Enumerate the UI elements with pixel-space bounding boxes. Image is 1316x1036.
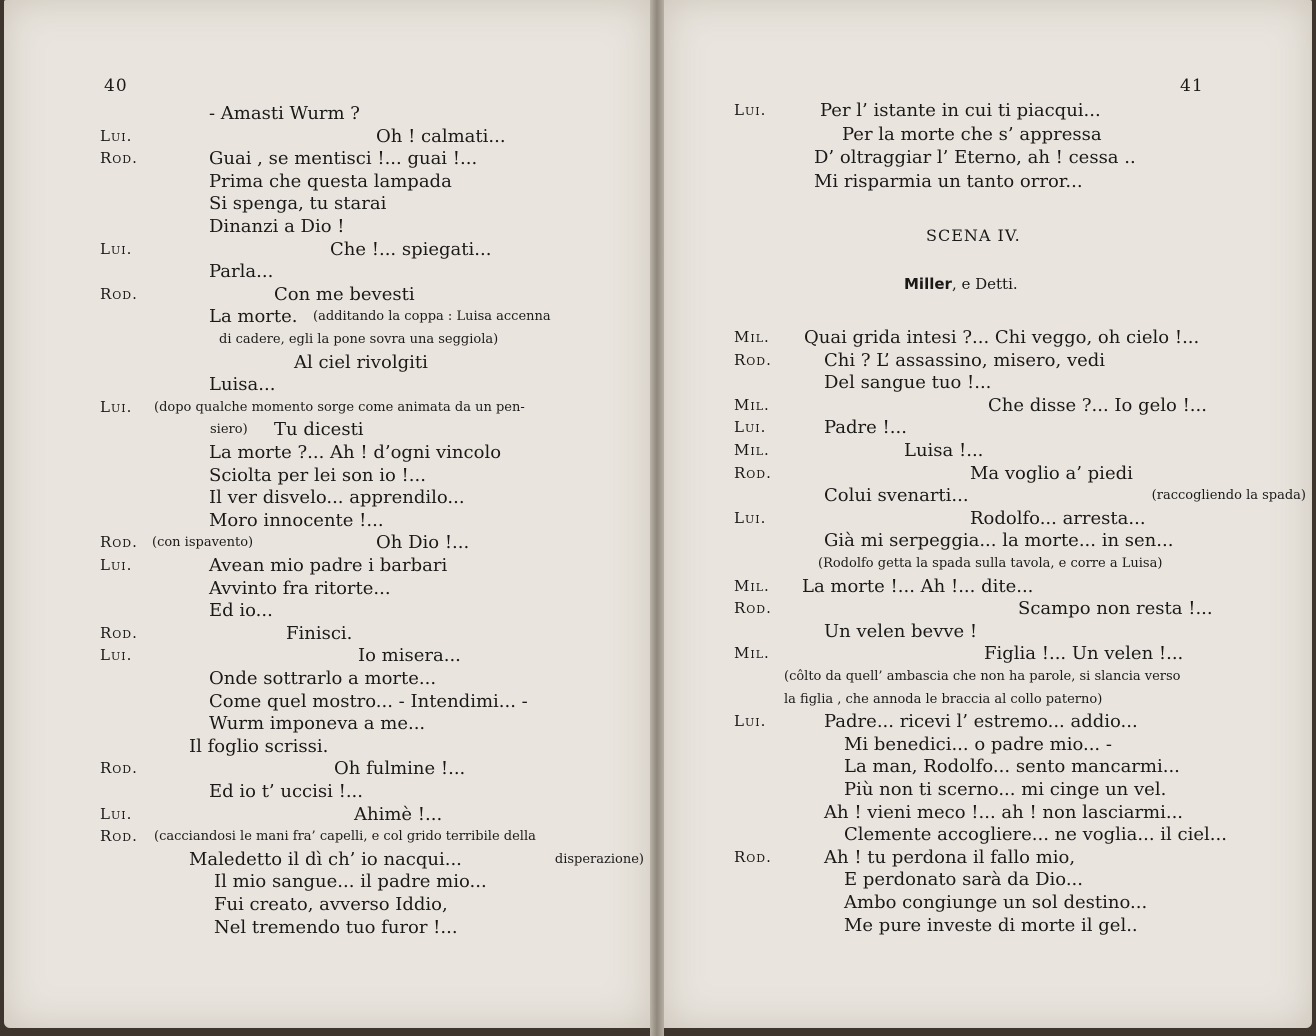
stage-direction: (additando la coppa : Luisa accenna (313, 309, 551, 325)
speaker-label: Rod. (100, 623, 138, 642)
speaker-label: Rod. (734, 599, 772, 618)
verse-text: Scampo non resta !... (1018, 598, 1213, 620)
verse-text: Onde sottrarlo a morte... (209, 668, 437, 689)
book-gutter (650, 0, 664, 1036)
verse-text: Ed io... (209, 600, 273, 622)
verse-text: Luisa !... (904, 440, 984, 461)
stage-direction: (dopo qualche momento sorge come animata da un pen- (154, 399, 525, 415)
verse-line (4, 848, 650, 871)
verse-line (4, 351, 650, 374)
verse-line (4, 712, 650, 735)
speaker-label: Rod. (100, 827, 138, 846)
verse-line (4, 418, 650, 441)
verse-line (664, 755, 1312, 778)
verse-text: Parla... (209, 261, 274, 283)
verse-line (664, 416, 1312, 439)
verse-line (664, 620, 1312, 643)
verse-text: Oh Dio !... (376, 532, 470, 554)
speaker-label: Lui. (734, 418, 767, 437)
verse-line (4, 125, 650, 148)
verse-text: Oh ! calmati... (376, 125, 506, 147)
speaker-label: Lui. (100, 556, 133, 574)
verse-line (4, 735, 650, 758)
verse-text: Wurm imponeva a me... (209, 713, 426, 735)
speaker-label: Rod. (100, 149, 138, 168)
verse-text: Quai grida intesi ?... Chi veggo, oh cielo !... (804, 327, 1200, 348)
verse-text: E perdonato sarà da Dio... (844, 869, 1083, 891)
verse-line (4, 396, 650, 419)
stage-direction: siero) (210, 422, 248, 438)
verse-text: Figlia !... Un velen !... (984, 643, 1184, 665)
speaker-label: Lui. (100, 397, 133, 416)
verse-line (4, 283, 650, 306)
speaker-label: Rod. (734, 847, 772, 866)
verse-line (664, 914, 1312, 937)
verse-text: Ah ! tu perdona il fallo mio, (824, 846, 1076, 868)
verse-text: Colui svenarti... (824, 485, 969, 507)
verse-line (664, 507, 1312, 530)
verse-line (4, 328, 650, 351)
verse-line (4, 644, 650, 667)
verse-text: Ah ! vieni meco !... ah ! non lasciarmi... (824, 801, 1184, 823)
verse-line (4, 170, 650, 193)
verse-text: Chi ? L’ assassino, misero, vedi (824, 349, 1106, 371)
verse-line (664, 891, 1312, 914)
verse-line (664, 597, 1312, 620)
verse-text: Per la morte che s’ appressa (842, 123, 1102, 145)
speaker-label: Lui. (100, 126, 133, 145)
stage-direction: (con ispavento) (152, 535, 254, 551)
speaker-label: Mil. (734, 395, 770, 414)
stage-direction: (Rodolfo getta la spada sulla tavola, e corre a Luisa) (818, 556, 1163, 571)
verse-line (4, 577, 650, 600)
verse-line (664, 823, 1312, 846)
verse-line (664, 371, 1312, 394)
cast-rest: , e Detti. (951, 275, 1018, 293)
verse-line (664, 575, 1312, 598)
page-number-left: 40 (104, 76, 128, 96)
verse-line (4, 192, 650, 215)
verse-line (4, 260, 650, 283)
verse-line (4, 870, 650, 893)
speaker-label: Lui. (100, 804, 133, 823)
verse-line (664, 710, 1312, 733)
verse-line (664, 439, 1312, 462)
verse-line (4, 803, 650, 826)
verse-line (4, 373, 650, 396)
verse-line (4, 916, 650, 939)
cast-list (904, 273, 1018, 296)
verse-text: Sciolta per lei son io !... (209, 464, 426, 486)
stage-direction: disperazione) (554, 851, 644, 867)
verse-line (664, 462, 1312, 485)
verse-line (664, 868, 1312, 891)
verse-line (664, 170, 1312, 193)
verse-text: Che !... spiegati... (330, 238, 492, 260)
verse-line (4, 215, 650, 238)
verse-text: Ed io t’ uccisi !... (209, 781, 364, 802)
verse-line (4, 441, 650, 464)
verse-line (4, 780, 650, 803)
verse-text: Fui creato, avverso Iddio, (214, 894, 448, 915)
verse-line (664, 123, 1312, 146)
verse-text: D’ oltraggiar l’ Eterno, ah ! cessa .. (814, 147, 1136, 168)
verse-line (4, 554, 650, 577)
speaker-label: Rod. (100, 533, 138, 552)
verse-text: Ahimè !... (354, 803, 443, 825)
verse-text: Avvinto fra ritorte... (209, 577, 391, 599)
stage-direction: di cadere, egli la pone sovra una seggiola) (219, 332, 499, 347)
verse-line (4, 825, 650, 848)
verse-text: Un velen bevve ! (824, 620, 978, 642)
verse-text: Come quel mostro... - Intendimi... - (209, 690, 528, 712)
verse-text: Del sangue tuo !... (824, 372, 992, 394)
verse-text: Il foglio scrissi. (189, 735, 329, 757)
verse-text: Il ver disvelo... apprendilo... (209, 487, 465, 509)
verse-line (4, 238, 650, 261)
verse-text: La man, Rodolfo... sento mancarmi... (844, 756, 1180, 778)
verse-line (664, 688, 1312, 711)
scene-heading: SCENA IV. (926, 226, 1021, 245)
speaker-label: Mil. (734, 328, 770, 346)
speaker-label: Lui. (100, 646, 133, 665)
stage-direction: la figlia , che annoda le braccia al collo paterno) (784, 691, 1103, 707)
verse-line (4, 531, 650, 554)
verse-text: Finisci. (286, 622, 353, 644)
speaker-label: Rod. (734, 350, 772, 369)
verse-text: Padre !... (824, 417, 907, 439)
verse-text: Io misera... (358, 645, 461, 667)
verse-text: Oh fulmine !... (334, 758, 466, 780)
verse-line (664, 801, 1312, 824)
verse-text: Più non ti scerno... mi cinge un vel. (844, 779, 1167, 800)
verse-text: Maledetto il dì ch’ io nacqui... (189, 848, 462, 870)
verse-line (4, 464, 650, 487)
verse-text: La morte ?... Ah ! d’ogni vincolo (209, 442, 502, 463)
verse-line (4, 509, 650, 532)
page-number-right: 41 (1180, 76, 1204, 96)
verse-text: La morte !... Ah !... dite... (802, 575, 1034, 597)
cast-row (664, 273, 1312, 296)
speaker-label: Mil. (734, 644, 770, 663)
verse-line (664, 778, 1312, 801)
verse-line (664, 733, 1312, 756)
right-page (664, 0, 1312, 1028)
verse-text: Padre... ricevi l’ estremo... addio... (824, 711, 1138, 733)
scene-heading-row (664, 224, 1312, 247)
verse-line (4, 486, 650, 509)
verse-text: Mi benedici... o padre mio... - (844, 733, 1112, 755)
verse-text: Prima che questa lampada (209, 170, 452, 192)
speaker-label: Mil. (734, 441, 770, 459)
verse-line (4, 599, 650, 622)
verse-text: Già mi serpeggia... la morte... in sen... (824, 530, 1174, 552)
speaker-label: Lui. (100, 239, 133, 258)
speaker-label: Lui. (734, 101, 767, 119)
verse-line (664, 552, 1312, 575)
speaker-label: Rod. (734, 463, 772, 482)
verse-text: Avean mio padre i barbari (209, 555, 448, 576)
stage-direction: (raccogliendo la spada) (1151, 488, 1306, 504)
verse-text: Me pure investe di morte il gel.. (844, 914, 1138, 936)
left-page (4, 0, 650, 1028)
verse-text: Ma voglio a’ piedi (970, 462, 1133, 484)
verse-line (4, 690, 650, 713)
verse-text: Nel tremendo tuo furor !... (214, 916, 458, 938)
speaker-label: Rod. (100, 759, 138, 778)
speaker-label: Mil. (734, 576, 770, 595)
verse-text: La morte. (209, 306, 298, 328)
verse-line (4, 667, 650, 690)
verse-line (664, 146, 1312, 169)
verse-text: - Amasti Wurm ? (209, 103, 360, 124)
cast-name: Miller (904, 275, 952, 293)
verse-line (4, 147, 650, 170)
speaker-label: Rod. (100, 284, 138, 303)
verse-text: Ambo congiunge un sol destino... (844, 892, 1148, 913)
verse-text: Luisa... (209, 374, 276, 396)
verse-line (664, 394, 1312, 417)
verse-text: Con me bevesti (274, 283, 415, 305)
verse-text: Moro innocente !... (209, 509, 384, 531)
verse-line (664, 349, 1312, 372)
verse-text: Rodolfo... arresta... (970, 507, 1146, 529)
verse-text: Guai , se mentisci !... guai !... (209, 148, 478, 170)
verse-text: Al ciel rivolgiti (294, 351, 428, 373)
verse-line (4, 622, 650, 645)
verse-line (4, 893, 650, 916)
verse-line (664, 846, 1312, 869)
verse-text: Per l’ istante in cui ti piacqui... (820, 100, 1101, 121)
verse-line (4, 757, 650, 780)
verse-line (664, 665, 1312, 688)
verse-text: Che disse ?... Io gelo !... (988, 394, 1207, 416)
verse-line (664, 326, 1312, 349)
verse-line (664, 484, 1312, 507)
speaker-label: Lui. (734, 712, 767, 731)
verse-text: Clemente accogliere... ne voglia... il ciel... (844, 824, 1227, 846)
verse-line (4, 102, 650, 125)
verse-line (664, 99, 1312, 122)
verse-text: Il mio sangue... il padre mio... (214, 871, 487, 893)
verse-line (4, 305, 650, 328)
verse-line (664, 529, 1312, 552)
verse-text: Tu dicesti (274, 419, 364, 441)
stage-direction: (côlto da quell’ ambascia che non ha parole, si slancia verso (784, 669, 1181, 684)
stage-direction: (cacciandosi le mani fra’ capelli, e col grido terribile della (154, 829, 536, 845)
verse-line (664, 642, 1312, 665)
verse-text: Mi risparmia un tanto orror... (814, 170, 1083, 192)
verse-text: Dinanzi a Dio ! (209, 216, 345, 237)
verse-text: Si spenga, tu starai (209, 193, 387, 215)
speaker-label: Lui. (734, 508, 767, 527)
